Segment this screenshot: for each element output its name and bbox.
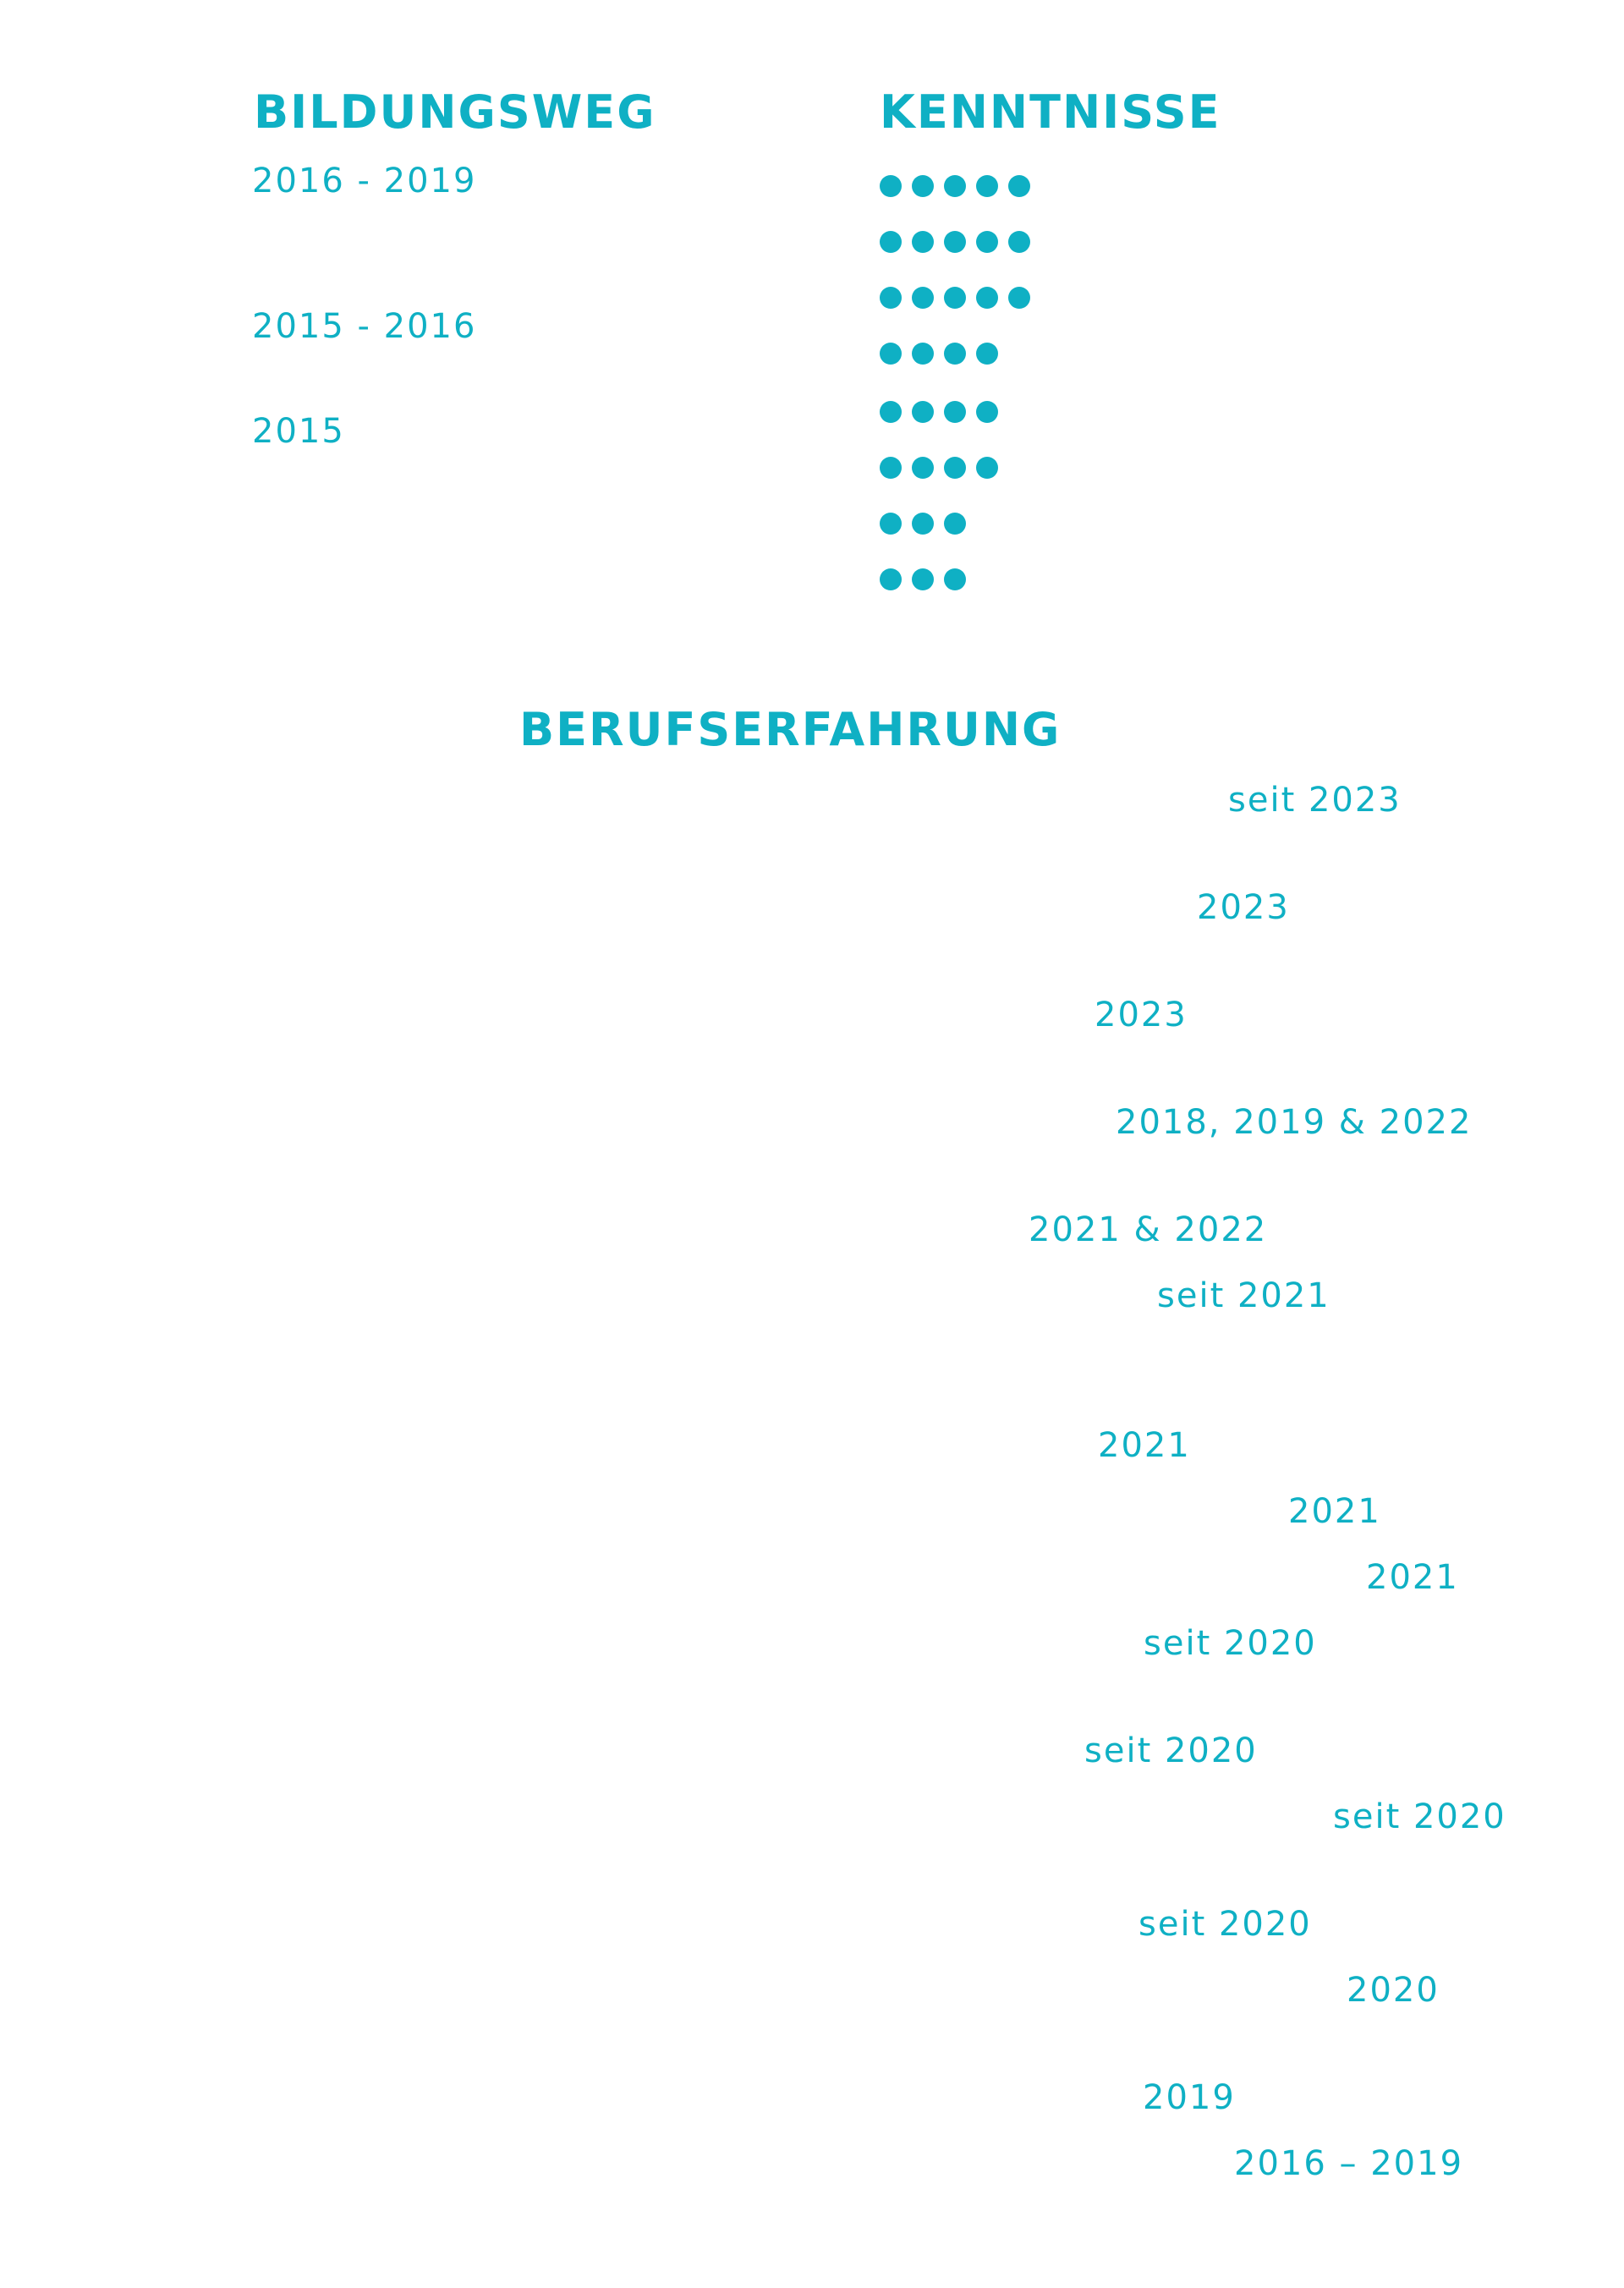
experience-date: seit 2020 [1144,1624,1317,1663]
skill-dot [880,457,902,479]
skill-dot [1008,231,1030,253]
experience-date: seit 2021 [1157,1276,1330,1315]
experience-date: 2019 [1143,2078,1236,2117]
experience-date: 2021 & 2022 [1029,1210,1268,1249]
experience-date: 2021 [1098,1426,1191,1465]
experience-date: 2021 [1366,1558,1459,1597]
skill-rating [880,457,998,479]
skill-dot [912,287,934,309]
skill-dot [880,287,902,309]
skill-rating [880,343,998,365]
skill-dot [976,287,998,309]
skill-dot [944,231,966,253]
skill-rating [880,401,998,423]
experience-date: 2023 [1095,996,1188,1034]
education-date: 2015 - 2016 [252,307,477,346]
skill-dot [944,568,966,590]
experience-date: seit 2020 [1138,1905,1312,1944]
skills-heading: KENNTNISSE [880,85,1221,139]
skill-dot [880,401,902,423]
skill-dot [976,231,998,253]
skill-dot [944,401,966,423]
skill-dot [944,175,966,197]
skill-dot [912,457,934,479]
experience-date: 2020 [1347,1971,1440,2010]
skill-dot [944,287,966,309]
skill-dot [976,401,998,423]
skill-dot [944,457,966,479]
skill-dot [976,457,998,479]
skill-dot [880,513,902,535]
education-date: 2016 - 2019 [252,162,477,200]
skill-dot [880,343,902,365]
skill-dot [976,343,998,365]
skill-dot [912,401,934,423]
experience-date: 2021 [1288,1492,1381,1531]
skill-dot [912,175,934,197]
skill-rating [880,287,1030,309]
experience-date: seit 2020 [1333,1797,1506,1836]
skill-dot [880,568,902,590]
skill-dot [912,568,934,590]
education-heading: BILDUNGSWEG [254,85,656,139]
experience-heading: BERUFSERFAHRUNG [519,703,1062,756]
skill-dot [912,231,934,253]
skill-dot [912,343,934,365]
skill-dot [976,175,998,197]
skill-dot [1008,287,1030,309]
experience-date: 2018, 2019 & 2022 [1116,1103,1473,1142]
experience-date: seit 2023 [1228,781,1402,820]
skill-rating [880,513,966,535]
skill-rating [880,231,1030,253]
skill-dot [880,175,902,197]
skill-rating [880,568,966,590]
education-date: 2015 [252,412,345,451]
skill-dot [944,343,966,365]
experience-date: 2016 – 2019 [1234,2144,1464,2183]
skill-rating [880,175,1030,197]
experience-date: seit 2020 [1084,1731,1258,1770]
skill-dot [944,513,966,535]
skill-dot [912,513,934,535]
skill-dot [880,231,902,253]
experience-date: 2023 [1197,888,1290,927]
skill-dot [1008,175,1030,197]
